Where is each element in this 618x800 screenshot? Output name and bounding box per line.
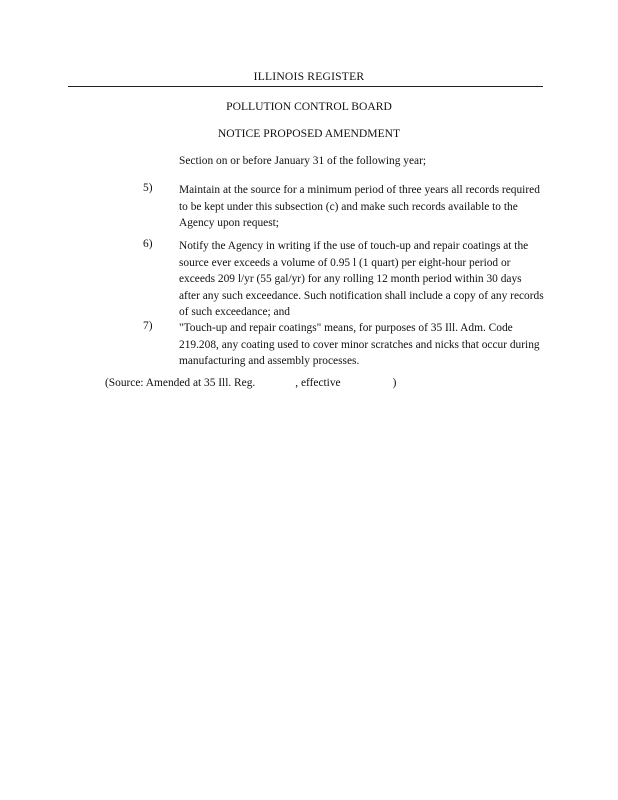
item-number: 6)	[143, 238, 153, 250]
header-divider	[68, 86, 543, 87]
item-text: Maintain at the source for a minimum period of three years all records required to be kept under this subsection (c) and make such records available to the Agency upon request;	[179, 184, 540, 229]
source-prefix: (Source: Amended at 35 Ill. Reg.	[105, 377, 256, 389]
notice-heading: NOTICE PROPOSED AMENDMENT	[217, 127, 401, 140]
source-middle: , effective	[295, 377, 341, 389]
source-note	[105, 377, 396, 389]
continuation-line: Section on or before January 31 of the following year;	[179, 155, 427, 167]
item-text: Notify the Agency in writing if the use of touch-up and repair coatings at the source ever exceeds a volume of 0.95 l (1 quart) per eight-hour period or exceeds 209 l/yr (55 gal/yr) for any rolling 12 month period within 30 days after any such exceedance. Such notification shall include a copy of any records of such exceedance; and	[179, 240, 544, 318]
register-title: ILLINOIS REGISTER	[253, 70, 365, 83]
source-suffix: )	[392, 377, 397, 389]
board-heading: POLLUTION CONTROL BOARD	[226, 100, 392, 113]
item-number: 5)	[143, 182, 153, 194]
item-number: 7)	[143, 320, 153, 332]
item-text: "Touch-up and repair coatings" means, for purposes of 35 Ill. Adm. Code 219.208, any coating used to cover minor scratches and nicks that occur during manufacturing and assembly processes.	[179, 322, 540, 367]
